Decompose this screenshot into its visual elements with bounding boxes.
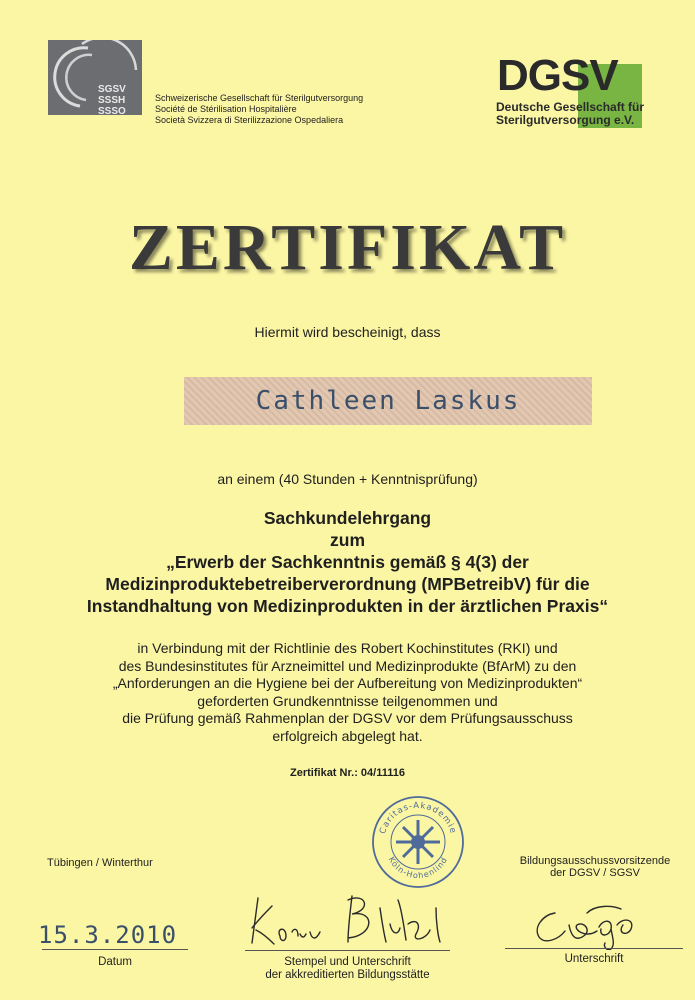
date-signature-line: [42, 949, 188, 950]
body-line: geforderten Grundkenntnisse teilgenommen und: [197, 692, 498, 709]
body-line: in Verbindung mit der Richtlinie des Robert Kochinstitutes (RKI) und: [137, 640, 558, 656]
signature-label: Unterschrift: [564, 953, 624, 965]
course-info: an einem (40 Stunden + Kenntnisprüfung): [217, 471, 478, 487]
recipient-name-box: [184, 377, 592, 425]
stamp-label-line2: der akkreditierten Bildungsstätte: [265, 969, 430, 981]
course-title-line: zum: [330, 530, 365, 550]
intro-text: Hiermit wird bescheinigt, dass: [254, 324, 441, 340]
sgsv-logo: [48, 40, 142, 115]
certificate-number: Zertifikat Nr.: 04/11116: [290, 767, 405, 779]
stamp-seal-icon: [370, 794, 466, 890]
stamp-label: [230, 956, 465, 982]
institution-signature: [240, 888, 470, 948]
course-title-line: Medizinproduktebetreiberverordnung (MPBetreibV) für die: [105, 574, 590, 594]
course-title-line: Instandhaltung von Medizinprodukten in der ärztlichen Praxis“: [86, 596, 609, 616]
sgsv-abbreviations: [98, 84, 126, 117]
chair-label: [505, 855, 685, 879]
dgsv-subtitle: [496, 101, 644, 127]
place-label: Tübingen / Winterthur: [47, 857, 153, 869]
recipient-name: Cathleen Laskus: [255, 386, 521, 416]
dgsv-subtitle-line2: Sterilgutversorgung e.V.: [496, 113, 635, 127]
course-title: [0, 507, 695, 617]
sgsv-abbr-1: SGSV: [98, 84, 126, 95]
sgsv-name-it: Società Svizzera di Sterilizzazione Ospedaliera: [155, 115, 344, 125]
stamp-label-line1: Stempel und Unterschrift: [284, 956, 411, 968]
body-line: des Bundesinstitutes für Arzneimittel und Medizinprodukte (BfArM) zu den: [118, 657, 577, 674]
stamp-signature-line: [245, 950, 450, 951]
chair-signature-line: [505, 948, 683, 949]
sgsv-name-fr: Société de Stérilisation Hospitalière: [155, 104, 297, 114]
body-line: die Prüfung gemäß Rahmenplan der DGSV vor dem Prüfungsausschuss: [122, 710, 573, 726]
dgsv-subtitle-line1: Deutsche Gesellschaft für: [496, 100, 645, 114]
handwritten-date: 15.3.2010: [38, 921, 178, 949]
body-line: erfolgreich abgelegt hat.: [272, 727, 423, 744]
dgsv-wordmark: DGSV: [497, 51, 618, 100]
sgsv-name-block: [155, 93, 363, 126]
sgsv-abbr-2: SSSH: [98, 95, 126, 106]
sgsv-arc-icon: [48, 40, 142, 115]
dgsv-logo: [492, 52, 645, 130]
body-text: [0, 640, 695, 745]
sgsv-name-de: Schweizerische Gesellschaft für Sterilgutversorgung: [155, 93, 364, 103]
sgsv-abbr-3: SSSO: [98, 106, 126, 117]
body-line: „Anforderungen an die Hygiene bei der Aufbereitung von Medizinprodukten“: [112, 675, 583, 691]
caritas-stamp: [370, 794, 466, 890]
course-title-line: Sachkundelehrgang: [263, 508, 432, 528]
certificate-title: ZERTIFIKAT: [128, 211, 567, 284]
course-title-line: „Erwerb der Sachkenntnis gemäß § 4(3) der: [166, 552, 529, 572]
chair-signature: [525, 895, 655, 950]
stamp-text-top: Caritas-Akademie: [378, 800, 458, 836]
chair-label-line2: der DGSV / SGSV: [550, 867, 640, 879]
chair-label-line1: Bildungsausschussvorsitzende: [519, 855, 671, 867]
stamp-text-bottom: Köln-Hohenlind: [386, 855, 450, 881]
date-label: Datum: [98, 956, 132, 968]
